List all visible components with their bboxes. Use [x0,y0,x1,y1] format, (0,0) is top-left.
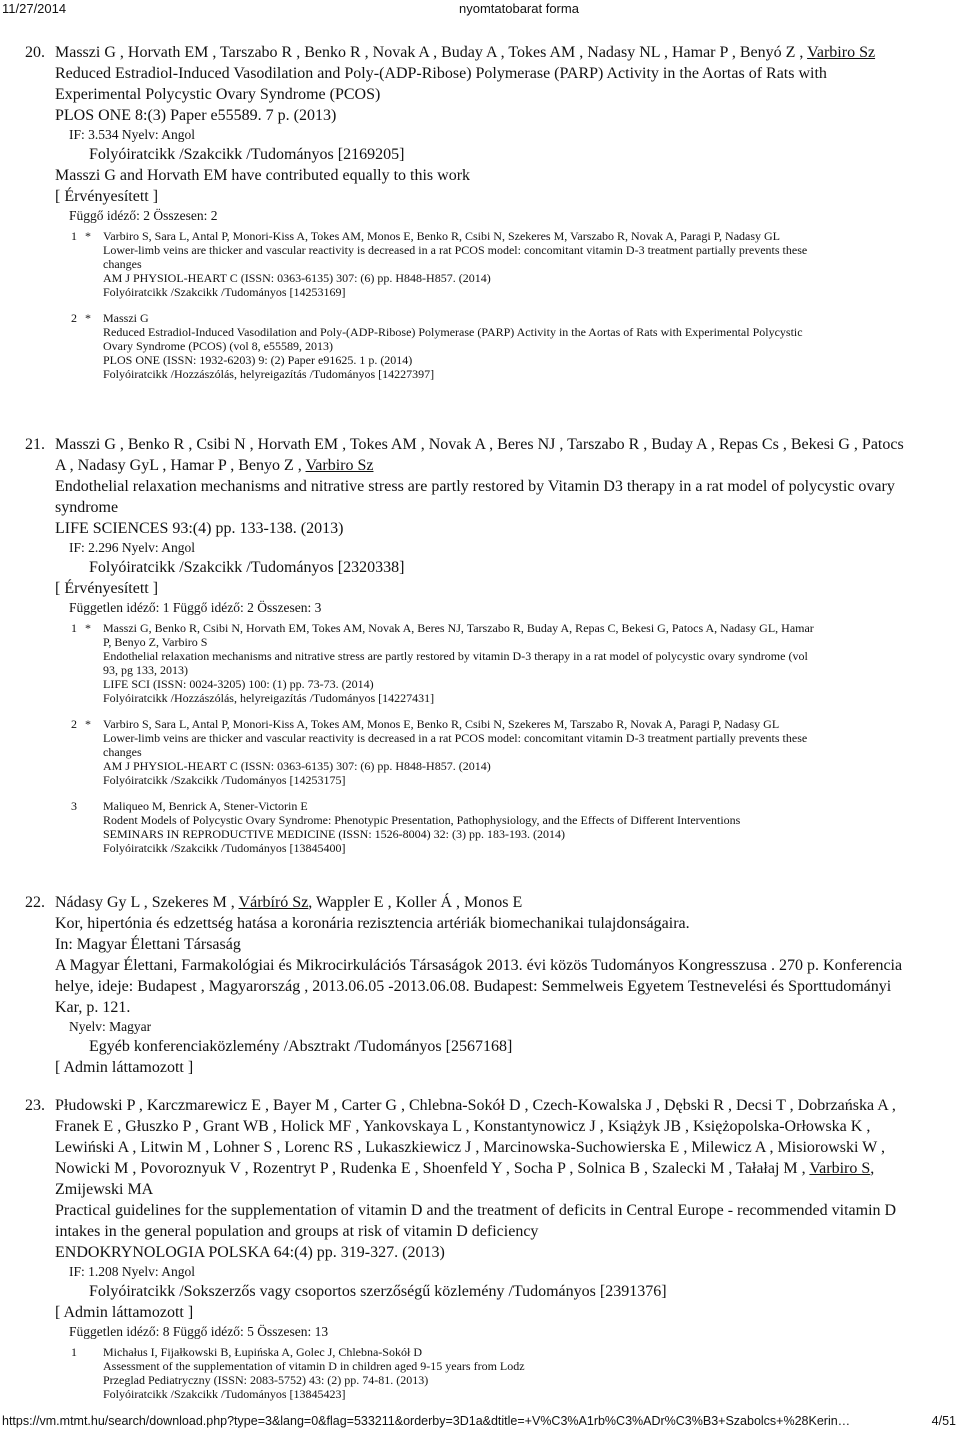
author-link[interactable]: Várbíró Sz [238,894,309,911]
entry-authors: Nádasy Gy L , Szekeres M , Várbíró Sz, Wappler E , Koller Á , Monos E [55,894,523,911]
entry-source-detail: A Magyar Élettani, Farmakológiai és Mikrocirkulációs Társaságok 2013. évi közös Tudományos Kongresszusa . 270 p. Konferencia helye, ideje: Budapest , Magyarország , 2013.06.05 -2013.06.08. Budapest: Semmelweis Egyetem Testnevelési és Sporttudományi Kar, p. 121. [55,957,903,1016]
print-title: nyomtatobarat forma [459,1,579,16]
publication-entry [0,42,960,393]
entry-authors: Masszi G , Horvath EM , Tarszabo R , Benko R , Novak A , Buday A , Tokes AM , Nadasy NL , Hamar P , Benyó Z , Varbiro Sz [55,44,876,61]
citation-list [69,229,905,381]
entry-status: [ Érvényesített ] [55,580,159,597]
entry-meta: IF: 2.296 Nyelv: Angol [69,540,196,555]
citation-summary: Független idéző: 1 Függő idéző: 2 Összesen: 3 [69,600,322,615]
citation-item: 1 * Varbiro S, Sara L, Antal P, Monori-Kiss A, Tokes AM, Monos E, Benko R, Csibi N, Szekeres M, Varszabo R, Novak A, Paragi P, Nadasy GL Lower-limb veins are thicker and vascular reactivity is decreased in a rat PCOS model: concomitant vitamin D-3 treatment partially prevents these changes AM J PHYSIOL-HEART C (ISSN: 0363-6135) 307: (6) pp. H848-H857. (2014) Folyóiratcikk /Szakcikk /Tudományos [14253169] [71,229,808,299]
print-header [0,0,960,22]
citation-item: 2 * Masszi G Reduced Estradiol-Induced Vasodilation and Poly-(ADP-Ribose) Polymerase (PARP) Activity in the Aortas of Rats with Experimental Polycystic Ovary Syndrome (PCOS) (vol 8, e55589, 2013) PLOS ONE (ISSN: 1932-6203) 9: (2) Paper e91625. 1 p. (2014) Folyóiratcikk /Hozzászólás, helyreigazítás /Tudományos [14227397] [71,311,803,381]
entry-type: Egyéb konferenciaközlemény /Absztrakt /Tudományos [2567168] [89,1038,513,1055]
publication-entry [0,434,960,867]
entry-number: 22. [25,894,45,911]
publication-entry [0,892,960,1078]
entry-meta: IF: 1.208 Nyelv: Angol [69,1264,196,1279]
entry-source: In: Magyar Élettani Társaság [55,936,241,953]
citation-summary: Független idéző: 8 Függő idéző: 5 Összesen: 13 [69,1324,329,1339]
entry-source: PLOS ONE 8:(3) Paper e55589. 7 p. (2013) [55,107,337,124]
entry-source: ENDOKRYNOLOGIA POLSKA 64:(4) pp. 319-327. (2013) [55,1244,445,1261]
author-link[interactable]: Varbiro S [809,1160,871,1177]
entry-number: 21. [25,436,45,453]
entry-title: Practical guidelines for the supplementation of vitamin D and the treatment of deficits in Central Europe - recommended vitamin D intakes in the general population and groups at risk of vitamin D deficiency [55,1202,897,1240]
entry-type: Folyóiratcikk /Szakcikk /Tudományos [2320338] [89,559,405,576]
entry-authors: Masszi G , Benko R , Csibi N , Horvath EM , Tokes AM , Novak A , Beres NJ , Tarszabo R , Buday A , Repas Cs , Bekesi G , Patocs A , Nadasy GyL , Hamar P , Benyo Z , Varbiro Sz [55,436,904,474]
entry-title: Endothelial relaxation mechanisms and nitrative stress are partly restored by Vitamin D3 therapy in a rat model of polycystic ovary syndrome [55,478,895,516]
entry-meta: Nyelv: Magyar [69,1019,152,1034]
entry-status: [ Érvényesített ] [55,188,159,205]
citation-item: 2 * Varbiro S, Sara L, Antal P, Monori-Kiss A, Tokes AM, Monos E, Benko R, Csibi N, Szekeres M, Tarszabo R, Novak A, Paragi P, Nadasy GL Lower-limb veins are thicker and vascular reactivity is decreased in a rat PCOS model: concomitant vitamin D-3 treatment partially prevents these changes AM J PHYSIOL-HEART C (ISSN: 0363-6135) 307: (6) pp. H848-H857. (2014) Folyóiratcikk /Szakcikk /Tudományos [14253175] [71,717,808,787]
entry-number: 20. [25,44,45,61]
entry-type: Folyóiratcikk /Sokszerzős vagy csoportos szerzőségű közlemény /Tudományos [2391376] [89,1283,667,1300]
page-number: 4/51 [931,1414,956,1428]
entry-title: Reduced Estradiol-Induced Vasodilation and Poly-(ADP-Ribose) Polymerase (PARP) Activity in the Aortas of Rats with Experimental Polycystic Ovary Syndrome (PCOS) [55,65,827,103]
citation-list [69,1345,905,1401]
print-footer [0,1412,960,1432]
page-url: https://vm.mtmt.hu/search/download.php?type=3&lang=0&flag=533211&orderby=3D1a&dtitle=+V%C3%A1rb%C3%ADr%C3%B3+Szabolcs+%28Kerin… [2,1414,851,1428]
entry-title: Kor, hipertónia és edzettség hatása a koronária rezisztencia artériák biomechanikai tulajdonságaira. [55,915,690,932]
publication-entry [0,1095,960,1413]
author-link[interactable]: Varbiro Sz [305,457,374,474]
entry-meta: IF: 3.534 Nyelv: Angol [69,127,196,142]
entry-authors: Płudowski P , Karczmarewicz E , Bayer M , Carter G , Chlebna-Sokół D , Czech-Kowalska J , Dębski R , Decsi T , Dobrzańska A , Franek E , Głuszko P , Grant WB , Holick MF , Yankovskaya L , Konstantynowicz J , Książyk JB , Księżopolska-Orłowska K , Lewiński A , Litwin M , Lohner S , Lorenc RS , Lukaszkiewicz J , Marcinowska-Suchowierska E , Milewicz A , Misiorowski W , Nowicki M , Povoroznyuk V , Rozentryt P , Rudenka E , Shoenfeld Y , Socha P , Solnica B , Szalecki M , Tałałaj M , Varbiro S, Zmijewski MA [55,1097,896,1198]
citation-summary: Függő idéző: 2 Összesen: 2 [69,208,218,223]
entry-status: [ Admin láttamozott ] [55,1304,194,1321]
author-link[interactable]: Varbiro Sz [807,44,876,61]
citation-item: 1 Michałus I, Fijałkowski B, Łupińska A, Golec J, Chlebna-Sokół D Assessment of the supplementation of vitamin D in children aged 9-15 years from Lodz Przeglad Pediatryczny (ISSN: 2083-5752) 43: (2) pp. 74-81. (2013) Folyóiratcikk /Szakcikk /Tudományos [13845423] [71,1345,525,1401]
citation-list [69,621,905,855]
entry-status: [ Admin láttamozott ] [55,1059,194,1076]
entry-source: LIFE SCIENCES 93:(4) pp. 133-138. (2013) [55,520,344,537]
entry-type: Folyóiratcikk /Szakcikk /Tudományos [2169205] [89,146,405,163]
citation-item: 1 * Masszi G, Benko R, Csibi N, Horvath EM, Tokes AM, Novak A, Beres NJ, Tarszabo R, Buday A, Repas C, Bekesi G, Patocs A, Nadasy GL, Hamar P, Benyo Z, Varbiro S Endothelial relaxation mechanisms and nitrative stress are partly restored by vitamin D-3 therapy in a rat model of polycystic ovary syndrome (vol 93, pg 133, 2013) LIFE SCI (ISSN: 0024-3205) 100: (1) pp. 73-73. (2014) Folyóiratcikk /Hozzászólás, helyreigazítás /Tudományos [14227431] [71,621,814,705]
print-date: 11/27/2014 [2,1,67,16]
entry-note: Masszi G and Horvath EM have contributed equally to this work [55,167,471,184]
entry-number: 23. [25,1097,45,1114]
citation-item: 3 Maliqueo M, Benrick A, Stener-Victorin E Rodent Models of Polycystic Ovary Syndrome: Phenotypic Presentation, Pathophysiology, and the Effects of Different Interventions SEMINARS IN REPRODUCTIVE MEDICINE (ISSN: 1526-8004) 32: (3) pp. 183-193. (2014) Folyóiratcikk /Szakcikk /Tudományos [13845400] [71,799,741,855]
